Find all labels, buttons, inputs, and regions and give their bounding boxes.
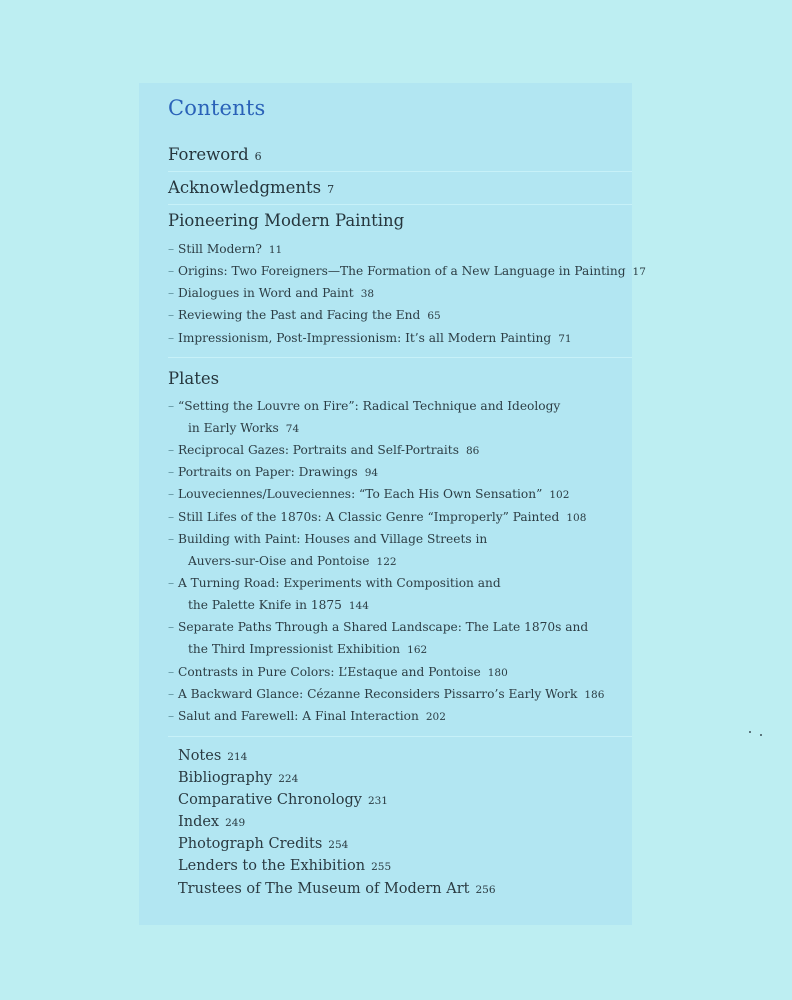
divider xyxy=(168,204,632,205)
entry-label: Bibliography xyxy=(178,770,273,786)
toc-entry[interactable] xyxy=(168,331,572,345)
toc-entry[interactable] xyxy=(168,532,487,546)
entry-label: Building with Paint: Houses and Village Streets in xyxy=(178,532,488,546)
toc-entry-back-matter[interactable] xyxy=(178,770,298,786)
toc-entry[interactable] xyxy=(168,487,569,501)
toc-entry[interactable] xyxy=(168,576,501,590)
dash-mark: – xyxy=(168,465,175,479)
entry-page: 231 xyxy=(367,795,388,807)
toc-entry[interactable] xyxy=(168,510,586,524)
dash-mark: – xyxy=(168,709,175,723)
entry-label: Acknowledgments xyxy=(168,178,322,197)
toc-entry-continuation[interactable] xyxy=(188,554,397,568)
toc-entry[interactable] xyxy=(168,709,446,723)
entry-page: 11 xyxy=(268,244,283,256)
dash-mark: – xyxy=(168,264,175,278)
toc-entry[interactable] xyxy=(168,286,374,300)
entry-page: 102 xyxy=(549,489,570,501)
entry-label: Impressionism, Post-Impressionism: It’s all Modern Painting xyxy=(178,331,552,345)
entry-page: 6 xyxy=(254,150,262,163)
dash-mark: – xyxy=(168,308,175,322)
toc-entry-back-matter[interactable] xyxy=(178,836,348,852)
entry-page: 86 xyxy=(465,445,480,457)
entry-label: Foreword xyxy=(168,145,249,164)
entry-label: Portraits on Paper: Drawings xyxy=(178,465,358,479)
entry-page: 108 xyxy=(566,512,587,524)
entry-page: 94 xyxy=(364,467,379,479)
section-heading-plates: Plates xyxy=(168,369,220,388)
entry-page: 256 xyxy=(475,884,496,896)
toc-entry-back-matter[interactable] xyxy=(178,814,245,830)
divider xyxy=(168,171,632,172)
entry-page: 65 xyxy=(427,310,441,322)
dash-mark: – xyxy=(168,487,175,501)
toc-entry[interactable] xyxy=(168,687,604,701)
entry-page: 7 xyxy=(327,183,335,196)
entry-page: 144 xyxy=(348,600,369,612)
dash-mark: – xyxy=(168,242,175,256)
dash-mark: – xyxy=(168,576,175,590)
entry-label: the Third Impressionist Exhibition xyxy=(188,642,401,656)
toc-entry-back-matter[interactable] xyxy=(178,881,496,897)
toc-entry[interactable] xyxy=(168,242,282,256)
toc-entry[interactable] xyxy=(168,443,479,457)
toc-entry-continuation[interactable] xyxy=(188,421,299,435)
dash-mark: – xyxy=(168,532,175,546)
entry-page: 162 xyxy=(407,644,428,656)
speck-mark xyxy=(749,731,751,733)
dash-mark: – xyxy=(168,665,175,679)
toc-entry-foreword[interactable] xyxy=(168,145,262,164)
entry-label: Auvers-sur-Oise and Pontoise xyxy=(188,554,370,568)
entry-label: Index xyxy=(178,814,220,830)
toc-entry[interactable] xyxy=(168,465,378,479)
toc-entry[interactable] xyxy=(168,665,508,679)
entry-label: Lenders to the Exhibition xyxy=(178,858,366,874)
dash-mark: – xyxy=(168,687,175,701)
toc-entry[interactable] xyxy=(168,620,588,634)
toc-entry-back-matter[interactable] xyxy=(178,858,391,874)
dash-mark: – xyxy=(168,331,175,345)
entry-label: Still Lifes of the 1870s: A Classic Genre “Improperly” Painted xyxy=(178,510,560,524)
entry-label: Salut and Farewell: A Final Interaction xyxy=(178,709,419,723)
dash-mark: – xyxy=(168,510,175,524)
entry-label: A Turning Road: Experiments with Composition and xyxy=(178,576,501,590)
entry-page: 202 xyxy=(425,711,446,723)
dash-mark: – xyxy=(168,620,175,634)
entry-label: Reciprocal Gazes: Portraits and Self-Portraits xyxy=(178,443,459,457)
section-heading-pioneering: Pioneering Modern Painting xyxy=(168,211,405,230)
entry-label: Dialogues in Word and Paint xyxy=(178,286,354,300)
entry-page: 249 xyxy=(225,817,246,829)
entry-label: Contrasts in Pure Colors: L’Estaque and Pontoise xyxy=(178,665,481,679)
entry-page: 254 xyxy=(328,839,349,851)
entry-label: in Early Works xyxy=(188,421,279,435)
entry-page: 17 xyxy=(632,266,646,278)
entry-page: 122 xyxy=(376,556,397,568)
entry-label: the Palette Knife in 1875 xyxy=(188,598,342,612)
dash-mark: – xyxy=(168,286,175,300)
entry-label: Separate Paths Through a Shared Landscape: The Late 1870s and xyxy=(178,620,589,634)
page-title: Contents xyxy=(168,96,266,120)
divider xyxy=(168,357,632,358)
toc-entry[interactable] xyxy=(168,308,441,322)
toc-entry-back-matter[interactable] xyxy=(178,748,247,764)
dash-mark: – xyxy=(168,399,175,413)
entry-label: Trustees of The Museum of Modern Art xyxy=(178,881,470,897)
entry-label: Still Modern? xyxy=(178,242,262,256)
entry-label: Photograph Credits xyxy=(178,836,323,852)
toc-entry[interactable] xyxy=(168,399,560,413)
entry-page: 180 xyxy=(487,667,508,679)
entry-label: Notes xyxy=(178,748,222,764)
divider xyxy=(168,736,632,737)
entry-page: 71 xyxy=(558,333,572,345)
toc-entry[interactable] xyxy=(168,264,646,278)
toc-entry-continuation[interactable] xyxy=(188,598,369,612)
toc-entry-continuation[interactable] xyxy=(188,642,427,656)
entry-page: 255 xyxy=(371,861,392,873)
speck-mark xyxy=(760,734,762,736)
entry-label: Louveciennes/Louveciennes: “To Each His Own Sensation” xyxy=(178,487,543,501)
entry-page: 214 xyxy=(227,751,248,763)
entry-label: Reviewing the Past and Facing the End xyxy=(178,308,421,322)
entry-label: Comparative Chronology xyxy=(178,792,362,808)
toc-entry-acknowledgments[interactable] xyxy=(168,178,334,197)
entry-label: Origins: Two Foreigners—The Formation of a New Language in Painting xyxy=(178,264,626,278)
entry-page: 38 xyxy=(360,288,375,300)
dash-mark: – xyxy=(168,443,175,457)
toc-entry-back-matter[interactable] xyxy=(178,792,388,808)
entry-label: A Backward Glance: Cézanne Reconsiders Pissarro’s Early Work xyxy=(178,687,578,701)
entry-page: 74 xyxy=(285,423,300,435)
entry-page: 224 xyxy=(278,773,299,785)
entry-page: 186 xyxy=(584,689,605,701)
entry-label: “Setting the Louvre on Fire”: Radical Technique and Ideology xyxy=(178,399,561,413)
